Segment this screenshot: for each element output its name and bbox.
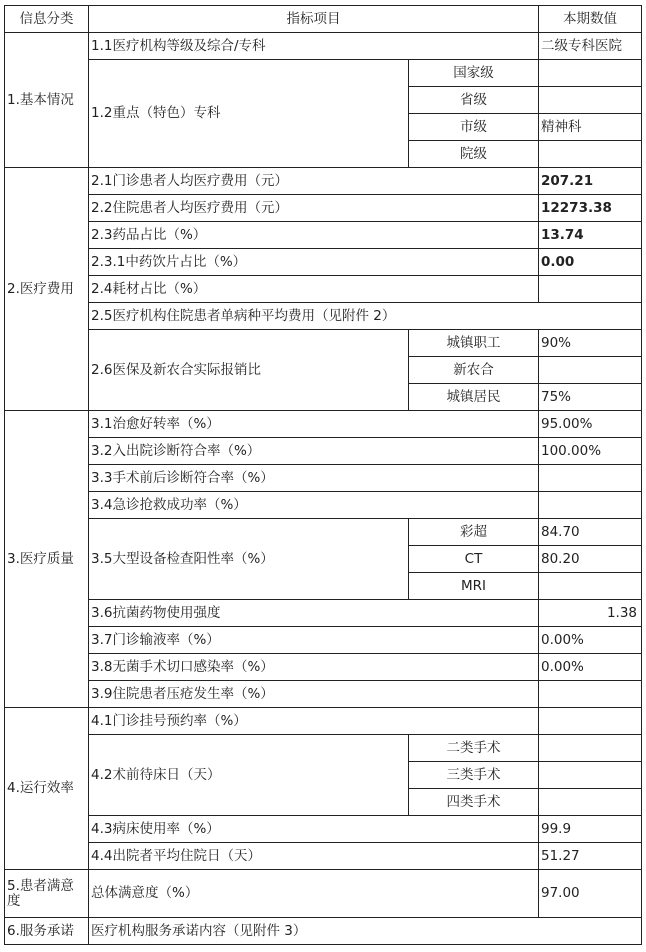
item-value: 90% xyxy=(539,330,642,357)
item-value xyxy=(539,276,642,303)
item-value: 13.74 xyxy=(539,222,642,249)
item-value xyxy=(539,681,642,708)
table-row xyxy=(5,627,642,654)
item-label: 3.5大型设备检查阳性率（%） xyxy=(89,519,409,600)
item-value: 84.70 xyxy=(539,519,642,546)
sub-label: 彩超 xyxy=(409,519,539,546)
table-row xyxy=(5,33,642,60)
item-label: 1.2重点（特色）专科 xyxy=(89,60,409,168)
table-row xyxy=(5,735,642,762)
item-value xyxy=(539,789,642,816)
item-value xyxy=(539,141,642,168)
table-row xyxy=(5,303,642,330)
item-label: 2.3.1中药饮片占比（%） xyxy=(89,249,539,276)
item-label: 3.3手术前后诊断符合率（%） xyxy=(89,465,539,492)
item-label: 3.8无菌手术切口感染率（%） xyxy=(89,654,539,681)
item-value: 100.00% xyxy=(539,438,642,465)
item-label: 总体满意度（%） xyxy=(89,870,539,918)
item-label: 3.2入出院诊断符合率（%） xyxy=(89,438,539,465)
table-row xyxy=(5,492,642,519)
indicator-table xyxy=(4,5,642,945)
item-value xyxy=(539,465,642,492)
header-value: 本期数值 xyxy=(539,6,642,33)
table-row xyxy=(5,600,642,627)
sub-label: 四类手术 xyxy=(409,789,539,816)
item-value: 精神科 xyxy=(539,114,642,141)
item-label: 4.3病床使用率（%） xyxy=(89,816,539,843)
item-label: 3.1治愈好转率（%） xyxy=(89,411,539,438)
sub-label: 二类手术 xyxy=(409,735,539,762)
table-row xyxy=(5,465,642,492)
table-row xyxy=(5,411,642,438)
item-value: 二级专科医院 xyxy=(539,33,642,60)
item-value xyxy=(539,87,642,114)
table-row xyxy=(5,843,642,870)
table-row xyxy=(5,918,642,945)
item-label: 4.4出院者平均住院日（天） xyxy=(89,843,539,870)
item-value: 99.9 xyxy=(539,816,642,843)
table-row xyxy=(5,519,642,546)
table-row xyxy=(5,438,642,465)
table-row xyxy=(5,654,642,681)
category-cost: 2.医疗费用 xyxy=(5,168,89,411)
item-value: 0.00 xyxy=(539,249,642,276)
sub-label: 国家级 xyxy=(409,60,539,87)
item-value xyxy=(539,60,642,87)
item-label: 2.3药品占比（%） xyxy=(89,222,539,249)
table-row xyxy=(5,330,642,357)
item-label: 1.1医疗机构等级及综合/专科 xyxy=(89,33,539,60)
item-label: 2.1门诊患者人均医疗费用（元） xyxy=(89,168,539,195)
sub-label: 城镇居民 xyxy=(409,384,539,411)
table-row xyxy=(5,708,642,735)
category-efficiency: 4.运行效率 xyxy=(5,708,89,870)
category-quality: 3.医疗质量 xyxy=(5,411,89,708)
sub-label: 新农合 xyxy=(409,357,539,384)
table-row xyxy=(5,681,642,708)
table-row xyxy=(5,60,642,87)
sub-label: 市级 xyxy=(409,114,539,141)
item-label: 3.4急诊抢救成功率（%） xyxy=(89,492,539,519)
table-row xyxy=(5,222,642,249)
item-label: 4.1门诊挂号预约率（%） xyxy=(89,708,539,735)
table-row xyxy=(5,276,642,303)
header-category: 信息分类 xyxy=(5,6,89,33)
item-value: 80.20 xyxy=(539,546,642,573)
item-value xyxy=(539,492,642,519)
sub-label: 三类手术 xyxy=(409,762,539,789)
item-value: 12273.38 xyxy=(539,195,642,222)
table-row xyxy=(5,249,642,276)
sub-label: 院级 xyxy=(409,141,539,168)
item-value: 51.27 xyxy=(539,843,642,870)
header-row xyxy=(5,6,642,33)
category-basic: 1.基本情况 xyxy=(5,33,89,168)
item-label: 2.2住院患者人均医疗费用（元） xyxy=(89,195,539,222)
item-label: 医疗机构服务承诺内容（见附件 3） xyxy=(89,918,642,945)
sub-label: 省级 xyxy=(409,87,539,114)
sub-label: CT xyxy=(409,546,539,573)
item-label: 2.6医保及新农合实际报销比 xyxy=(89,330,409,411)
category-commitment: 6.服务承诺 xyxy=(5,918,89,945)
item-value xyxy=(539,708,642,735)
item-label: 2.4耗材占比（%） xyxy=(89,276,539,303)
header-item: 指标项目 xyxy=(89,6,539,33)
table-row xyxy=(5,816,642,843)
table-row xyxy=(5,870,642,918)
sub-label: 城镇职工 xyxy=(409,330,539,357)
item-value xyxy=(539,573,642,600)
item-value: 1.38 xyxy=(539,600,642,627)
item-value: 207.21 xyxy=(539,168,642,195)
item-value: 97.00 xyxy=(539,870,642,918)
item-label: 2.5医疗机构住院患者单病种平均费用（见附件 2） xyxy=(89,303,642,330)
item-value xyxy=(539,762,642,789)
item-label: 3.7门诊输液率（%） xyxy=(89,627,539,654)
item-value: 0.00% xyxy=(539,627,642,654)
table-row xyxy=(5,168,642,195)
item-value xyxy=(539,357,642,384)
item-value xyxy=(539,735,642,762)
category-satisfaction: 5.患者满意度 xyxy=(5,870,89,918)
sub-label: MRI xyxy=(409,573,539,600)
item-value: 75% xyxy=(539,384,642,411)
item-value: 95.00% xyxy=(539,411,642,438)
item-label: 3.9住院患者压疮发生率（%） xyxy=(89,681,539,708)
item-label: 3.6抗菌药物使用强度 xyxy=(89,600,539,627)
item-label: 4.2术前待床日（天） xyxy=(89,735,409,816)
table-row xyxy=(5,195,642,222)
item-value: 0.00% xyxy=(539,654,642,681)
